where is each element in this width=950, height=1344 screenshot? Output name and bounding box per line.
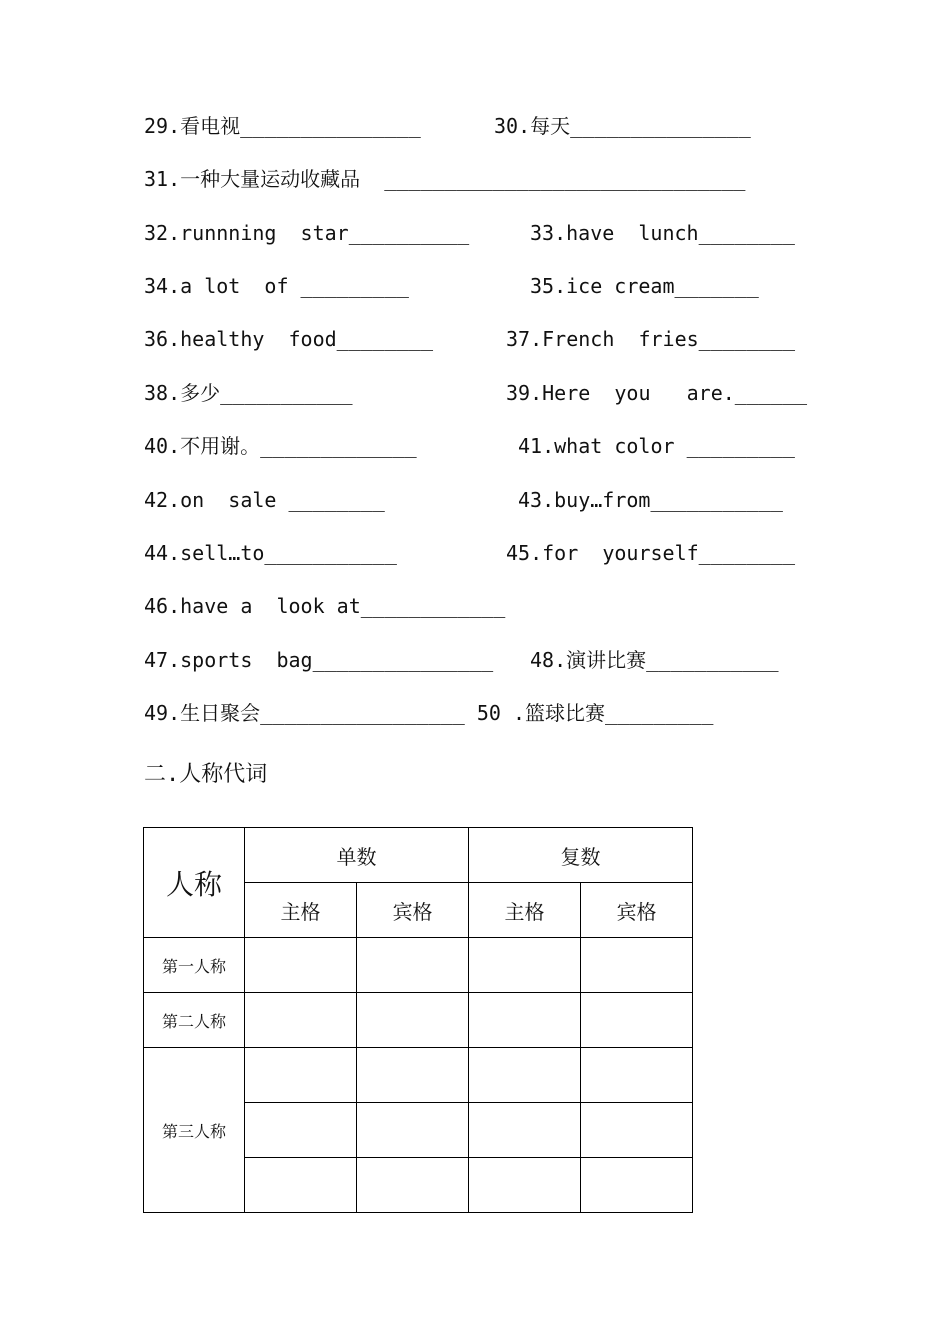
person-header: 人称 bbox=[144, 828, 245, 938]
exercise-item: 37.French fries________ bbox=[506, 327, 795, 351]
third-person-label: 第三人称 bbox=[144, 1048, 245, 1213]
exercise-item: 40.不用谢。_____________ bbox=[144, 434, 417, 458]
exercise-item: 35.ice cream_______ bbox=[530, 274, 759, 298]
blank-cell[interactable] bbox=[357, 938, 469, 993]
blank-cell[interactable] bbox=[469, 1103, 581, 1158]
blank-cell[interactable] bbox=[469, 938, 581, 993]
exercise-item: 31.一种大量运动收藏品 ______________________________ bbox=[144, 167, 746, 191]
exercise-item: 33.have lunch________ bbox=[530, 221, 795, 245]
singular-objective-header: 宾格 bbox=[357, 883, 469, 938]
blank-cell[interactable] bbox=[581, 1048, 693, 1103]
plural-subjective-header: 主格 bbox=[469, 883, 581, 938]
exercise-item: 44.sell…to___________ bbox=[144, 541, 397, 565]
exercise-item: 45.for yourself________ bbox=[506, 541, 795, 565]
exercise-item: 47.sports bag_______________ bbox=[144, 648, 494, 672]
blank-cell[interactable] bbox=[357, 1048, 469, 1103]
blank-cell[interactable] bbox=[581, 1158, 693, 1213]
blank-cell[interactable] bbox=[469, 1048, 581, 1103]
blank-cell[interactable] bbox=[469, 993, 581, 1048]
plural-header: 复数 bbox=[469, 828, 693, 883]
exercise-item: 43.buy…from___________ bbox=[518, 488, 783, 512]
blank-cell[interactable] bbox=[245, 938, 357, 993]
exercise-item: 34.a lot of _________ bbox=[144, 274, 409, 298]
blank-cell[interactable] bbox=[357, 1103, 469, 1158]
exercise-item: 48.演讲比赛___________ bbox=[530, 648, 779, 672]
blank-cell[interactable] bbox=[245, 1103, 357, 1158]
exercise-item: 38.多少___________ bbox=[144, 381, 353, 405]
exercise-item: 32.runnning star__________ bbox=[144, 221, 470, 245]
pronoun-table bbox=[143, 827, 693, 1213]
exercise-item: 30.每天_______________ bbox=[494, 114, 751, 138]
blank-cell[interactable] bbox=[581, 1103, 693, 1158]
blank-cell[interactable] bbox=[245, 1048, 357, 1103]
second-person-label: 第二人称 bbox=[144, 993, 245, 1048]
exercise-item: 41.what color _________ bbox=[518, 434, 795, 458]
exercise-item: 39.Here you are.______ bbox=[506, 381, 808, 405]
plural-objective-header: 宾格 bbox=[581, 883, 693, 938]
blank-cell[interactable] bbox=[469, 1158, 581, 1213]
blank-cell[interactable] bbox=[581, 938, 693, 993]
section-title: 二.人称代词 bbox=[144, 762, 268, 787]
exercise-item: 46.have a look at____________ bbox=[144, 594, 506, 618]
exercise-item: 29.看电视_______________ bbox=[144, 114, 421, 138]
first-person-label: 第一人称 bbox=[144, 938, 245, 993]
blank-cell[interactable] bbox=[357, 1158, 469, 1213]
blank-cell[interactable] bbox=[245, 1158, 357, 1213]
singular-header: 单数 bbox=[245, 828, 469, 883]
exercise-item: 42.on sale ________ bbox=[144, 488, 385, 512]
exercise-item: 36.healthy food________ bbox=[144, 327, 433, 351]
blank-cell[interactable] bbox=[581, 993, 693, 1048]
singular-subjective-header: 主格 bbox=[245, 883, 357, 938]
blank-cell[interactable] bbox=[357, 993, 469, 1048]
blank-cell[interactable] bbox=[245, 993, 357, 1048]
exercise-item: 49.生日聚会_________________ 50 .篮球比赛_________ bbox=[144, 701, 714, 725]
